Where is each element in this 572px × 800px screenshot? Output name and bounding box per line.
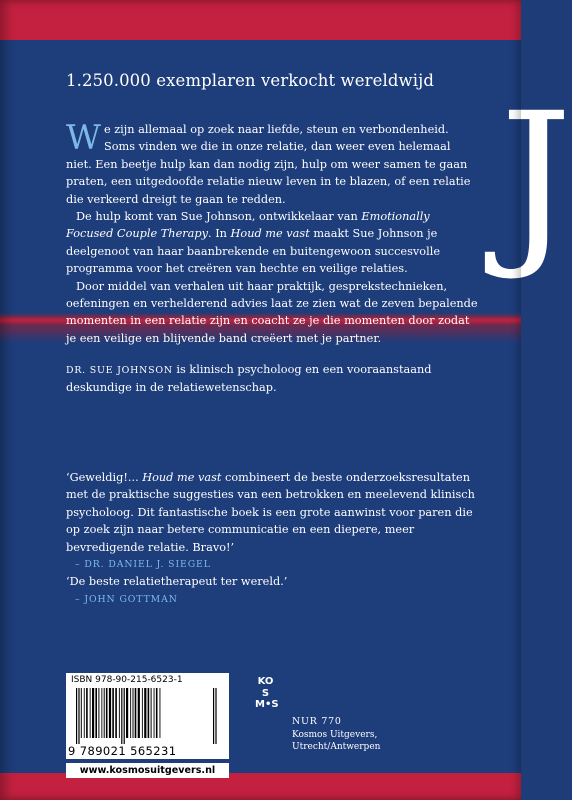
book-blurb <box>66 118 478 347</box>
book-title-inline: Houd me vast <box>230 227 310 241</box>
blurb-paragraph-2: De hulp komt van Sue Johnson, ontwikkelaar van Emotionally Focused Couple Therapy. In Houd me vast maakt Sue Johnson je deelgenoot van haar baanbrekende en buitengewoon succesvolle programma voor het creëren van hechte en veilige relaties. <box>66 210 441 276</box>
barcode-bar <box>138 688 140 738</box>
quote-1-author: – DR. DANIEL J. SIEGEL <box>75 559 211 571</box>
barcode-bar <box>126 688 128 738</box>
method-name: Emotionally Focused Couple Therapy <box>66 210 430 241</box>
author-bio: DR. SUE JOHNSON is klinisch psycholoog en een vooraanstaand deskundige in de relatiewetenschap. <box>66 363 432 395</box>
barcode-bar <box>90 688 91 738</box>
barcode-bar <box>115 688 117 738</box>
quote-1: ‘Geweldig!... Houd me vast combineert de beste onderzoeksresultaten met de praktische suggesties van een betrokken en meelevend klinisch psycholoog. Dit fantastische boek is een grote aanwinst voor paren die op zoek zijn naar betere communicatie en een diepere, meer bevredigende relatie. Bravo!’ <box>66 471 475 554</box>
barcode-bar <box>154 688 155 738</box>
publisher-info <box>292 716 380 754</box>
barcode-bar <box>121 688 122 744</box>
barcode-bar <box>86 688 88 738</box>
barcode-bar <box>215 688 216 744</box>
sales-headline: 1.250.000 exemplaren verkocht wereldwijd <box>66 71 435 90</box>
barcode-bar <box>109 688 111 738</box>
barcode-bar <box>119 688 120 738</box>
barcode <box>66 673 229 759</box>
barcode-bar <box>106 688 108 738</box>
barcode-bar <box>104 688 105 738</box>
barcode-bar <box>124 688 125 744</box>
barcode-bar <box>92 688 94 738</box>
drop-cap: W <box>66 118 101 158</box>
blurb-paragraph-1: We zijn allemaal op zoek naar liefde, steun en verbondenheid. Soms vinden we die in onze relatie, dan weer even helemaal niet. Een beetje hulp kan dan nodig zijn, hulp om weer samen te gaan praten, een uitgedoofde relatie nieuw leven in te blazen, of een relatie die verkeerd dreigt te gaan te redden. <box>66 118 471 206</box>
nur-code: NUR 770 <box>292 716 342 727</box>
title-letter-fragment: J <box>500 75 572 284</box>
barcode-bar <box>156 688 158 738</box>
quote-2-author: – JOHN GOTTMAN <box>75 593 178 605</box>
barcode-bar <box>135 688 137 738</box>
barcode-bars <box>76 688 219 744</box>
barcode-bar <box>142 688 143 738</box>
barcode-bar <box>130 688 131 738</box>
isbn-label: ISBN 978-90-215-6523-1 <box>71 675 183 685</box>
publisher-name: Kosmos Uitgevers, <box>292 729 378 740</box>
review-quotes <box>66 469 476 608</box>
barcode-bar <box>78 688 79 744</box>
barcode-bar <box>133 688 134 738</box>
barcode-bar <box>95 688 97 738</box>
barcode-bar <box>151 688 152 738</box>
barcode-bar <box>84 688 85 738</box>
barcode-bar <box>81 688 82 738</box>
barcode-bar <box>213 688 214 744</box>
barcode-bar <box>160 688 161 738</box>
blurb-paragraph-3: Door middel van verhalen uit haar praktijk, gesprekstechnieken, oefeningen en verhelderend advies laat ze zien wat de zeven bepalende momenten in een relatie zijn en coacht ze je die momenten door zodat je een veilige en blijvende band creëert met je partner. <box>66 279 478 345</box>
barcode-bar <box>76 688 77 744</box>
publisher-website[interactable]: www.kosmosuitgevers.nl <box>66 763 229 778</box>
barcode-bar <box>112 688 114 738</box>
quote-2: ‘De beste relatietherapeut ter wereld.’ <box>66 575 288 589</box>
barcode-bar <box>101 688 102 738</box>
top-red-band <box>0 0 521 40</box>
author-name: DR. SUE JOHNSON <box>66 365 173 376</box>
barcode-bar <box>98 688 99 738</box>
barcode-bar <box>144 688 146 738</box>
barcode-digits: 9 789021 565231 <box>68 744 177 758</box>
publisher-city: Utrecht/Antwerpen <box>292 742 381 752</box>
kosmos-logo: KO S M•S <box>255 676 279 710</box>
barcode-bar <box>148 688 150 738</box>
